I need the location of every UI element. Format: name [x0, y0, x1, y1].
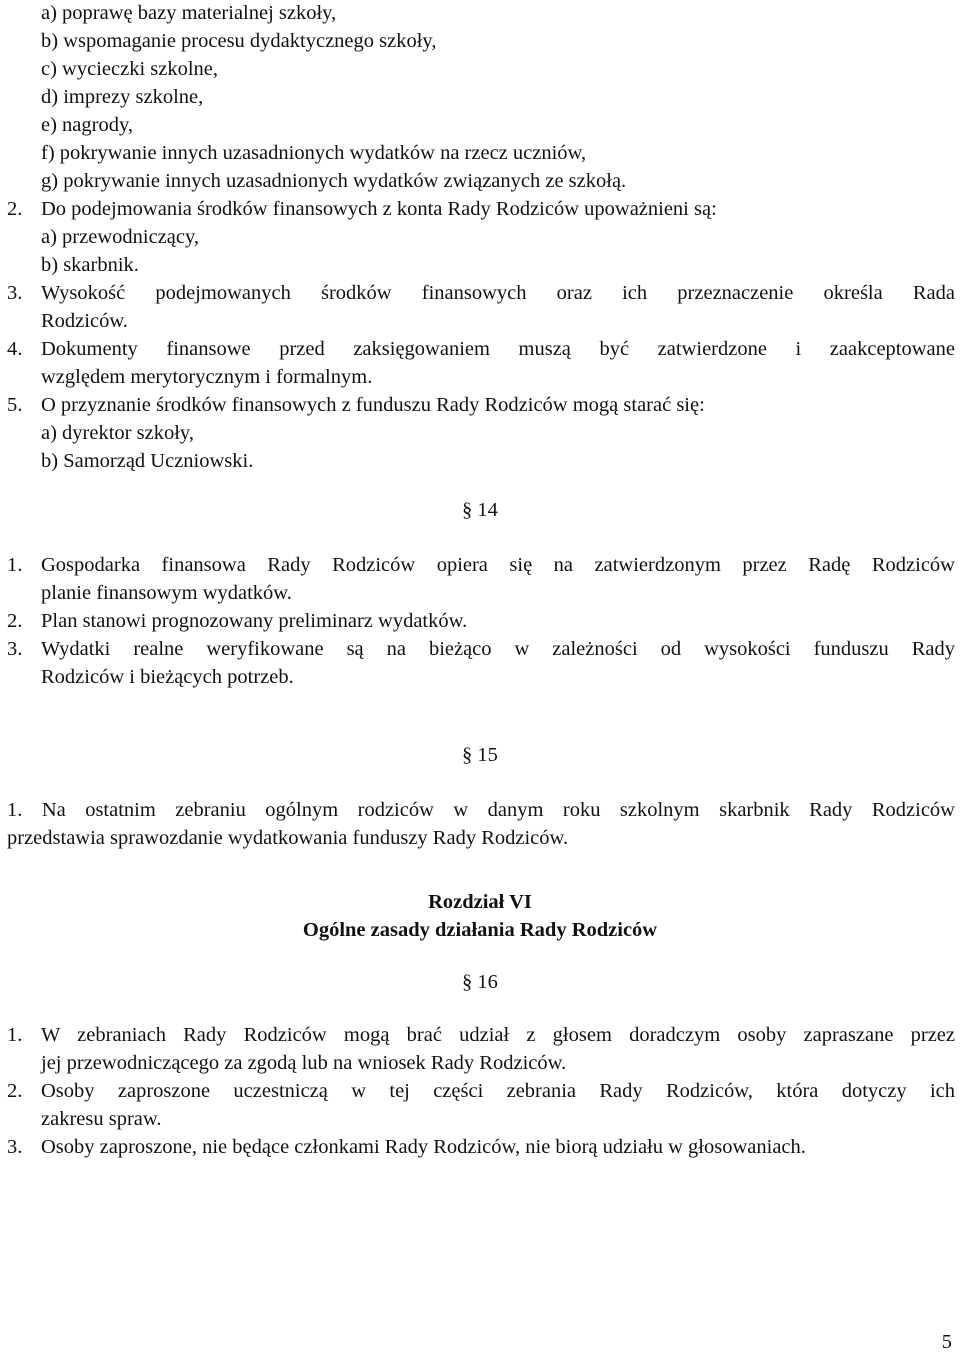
list-item: g) pokrywanie innych uzasadnionych wydatków związanych ze szkołą.	[41, 170, 627, 192]
paragraph-text: Rodziców.	[41, 310, 128, 332]
point-number: 1.	[7, 554, 23, 576]
point-number: 3.	[7, 638, 23, 660]
paragraph-text: Gospodarka finansowa Rady Rodziców opiera się na zatwierdzonym przez Radę Rodziców	[41, 554, 955, 576]
paragraph-text: Rodziców i bieżących potrzeb.	[41, 666, 294, 688]
list-item: f) pokrywanie innych uzasadnionych wydatków na rzecz uczniów,	[41, 142, 587, 164]
paragraph-text: planie finansowym wydatków.	[41, 582, 292, 604]
list-item: a) poprawę bazy materialnej szkoły,	[41, 2, 337, 24]
section-heading-16	[462, 972, 498, 993]
list-item: b) skarbnik.	[41, 254, 139, 276]
point-number: 2.	[7, 1080, 23, 1102]
chapter-title: Rozdział VI	[428, 891, 532, 913]
point-number: 5.	[7, 394, 23, 416]
point-number: 3.	[7, 282, 23, 304]
paragraph-text: zakresu spraw.	[41, 1108, 162, 1130]
paragraph-text: 1. Na ostatnim zebraniu ogólnym rodziców w danym roku szkolnym skarbnik Rady Rodziców	[7, 799, 955, 821]
list-item: a) przewodniczący,	[41, 226, 200, 248]
section-sign: §	[462, 744, 473, 766]
section-heading-14	[462, 500, 498, 521]
paragraph-text: przedstawia sprawozdanie wydatkowania funduszy Rady Rodziców.	[7, 827, 569, 849]
list-item: e) nagrody,	[41, 114, 134, 136]
paragraph-text: Osoby zaproszone uczestniczą w tej części zebrania Rady Rodziców, która dotyczy ich	[41, 1080, 955, 1102]
paragraph-text: Do podejmowania środków finansowych z konta Rady Rodziców upoważnieni są:	[41, 198, 717, 220]
paragraph-text: Osoby zaproszone, nie będące członkami Rady Rodziców, nie biorą udziału w głosowaniach.	[41, 1136, 806, 1158]
paragraph-text: Plan stanowi prognozowany preliminarz wydatków.	[41, 610, 468, 632]
paragraph-text: Wydatki realne weryfikowane są na bieżąco w zależności od wysokości funduszu Rady	[41, 638, 955, 660]
list-item: c) wycieczki szkolne,	[41, 58, 219, 80]
section-sign: §	[462, 971, 473, 993]
paragraph-text: W zebraniach Rady Rodziców mogą brać udział z głosem doradczym osoby zapraszane przez	[41, 1024, 955, 1046]
paragraph-text: Dokumenty finansowe przed zaksięgowaniem muszą być zatwierdzone i zaakceptowane	[41, 338, 955, 360]
list-item: b) Samorząd Uczniowski.	[41, 450, 254, 472]
section-number: 14	[477, 499, 498, 521]
point-number: 4.	[7, 338, 23, 360]
list-item: d) imprezy szkolne,	[41, 86, 204, 108]
point-number: 2.	[7, 198, 23, 220]
point-number: 3.	[7, 1136, 23, 1158]
paragraph-text: jej przewodniczącego za zgodą lub na wniosek Rady Rodziców.	[41, 1052, 567, 1074]
list-item: a) dyrektor szkoły,	[41, 422, 194, 444]
page-number: 5	[941, 1330, 952, 1353]
section-number: 16	[477, 971, 498, 993]
point-number: 2.	[7, 610, 23, 632]
paragraph-text: względem merytorycznym i formalnym.	[41, 366, 373, 388]
point-number: 1.	[7, 1024, 23, 1046]
paragraph-text: O przyznanie środków finansowych z funduszu Rady Rodziców mogą starać się:	[41, 394, 705, 416]
section-heading-15	[462, 745, 498, 766]
section-sign: §	[462, 499, 473, 521]
list-item: b) wspomaganie procesu dydaktycznego szkoły,	[41, 30, 437, 52]
paragraph-text: Wysokość podejmowanych środków finansowych oraz ich przeznaczenie określa Rada	[41, 282, 955, 304]
section-number: 15	[477, 744, 498, 766]
chapter-subtitle: Ogólne zasady działania Rady Rodziców	[302, 919, 658, 941]
